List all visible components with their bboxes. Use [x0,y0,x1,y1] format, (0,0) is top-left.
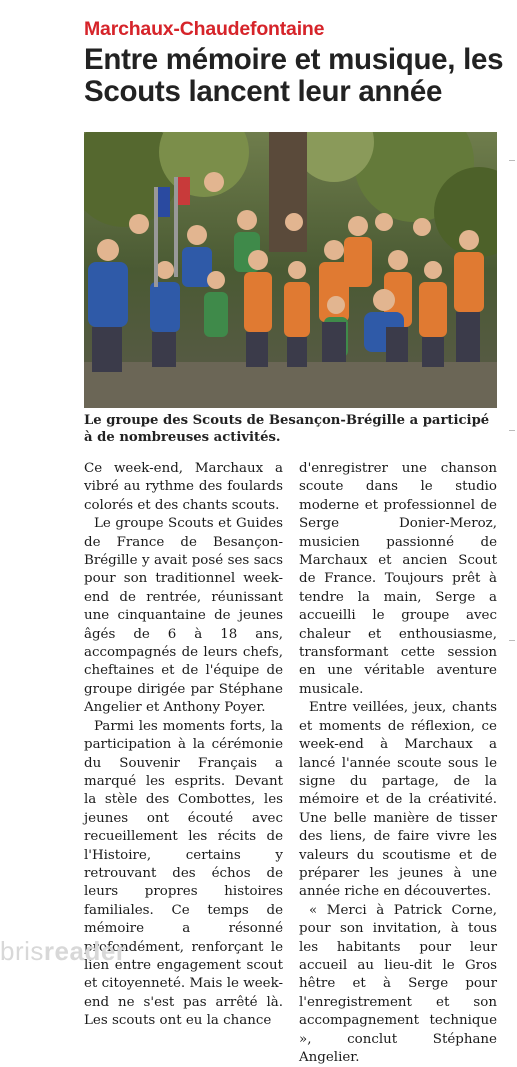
article-kicker: Marchaux-Chaudefontaine [84,18,325,40]
watermark-light: bris [0,936,44,966]
article-paragraph: d'enregistrer une chanson scoute dans le studio moderne et professionnel de Serge Donier-Meroz, musicien passionné de Marchaux et ancien Scout de France. Toujours prêt à tendre la main, Serge a accueilli le groupe avec chaleur et enthousiasme, transformant cette session en une véritable aventure musicale. [299,461,497,697]
article-paragraph: Le groupe Scouts et Guides de France de Besançon-Brégille y avait posé ses sacs pour son traditionnel week-end de rentrée, réunissant une cinquantaine de jeunes âgés de 6 à 18 ans, accompagnés de leurs chefs, cheftaines et de l'équipe de groupe dirigée par Stéphane Angelier et Anthony Poyer. [84,516,283,716]
article-paragraph: Ce week-end, Marchaux a vibré au rythme des foulards colorés et des chants scouts. [84,461,283,513]
page-edge-mark [509,160,515,161]
article-paragraph: Parmi les moments forts, la participation à la cérémonie du Souvenir Français a marqué les esprits. Devant la stèle des Combottes, les jeunes ont écouté avec recueillement les récits de l'Histoire, certains y retrouvant des échos de leurs propres histoires familiales. Ce temps de mémoire a résonné profondément, renforçant le lien entre engagement scout et citoyenneté. Mais le week-end ne s'est pas arrêté là. Les scouts ont eu la chance [84,718,283,1029]
watermark-bold: reader [43,936,127,966]
photo-caption: Le groupe des Scouts de Besançon-Brégille a participé à de nombreuses activités. [84,413,490,445]
article-paragraph: Entre veillées, jeux, chants et moments de réflexion, ce week-end à Marchaux a lancé l'année scoute sous le signe du partage, de la mémoire et de la créativité. Une belle manière de tisser des liens, de faire vivre les valeurs du scoutisme et de préparer les jeunes à une année riche en découvertes. [299,700,497,900]
article-photo [84,132,497,408]
article-paragraph: « Merci à Patrick Corne, pour son invitation, à tous les habitants pour leur accueil au lieu-dit le Gros hêtre et à Serge pour l'enregistrement et son accompagnement technique », conclut Stéphane Angelier. [299,902,497,1065]
page-edge-mark [509,430,515,431]
page-edge-mark [509,640,515,641]
watermark-logo [0,936,126,967]
article-headline: Entre mémoire et musique, les Scouts lancent leur année [84,43,504,108]
group-photo-illustration [84,132,497,408]
article-column-right [299,460,497,1067]
